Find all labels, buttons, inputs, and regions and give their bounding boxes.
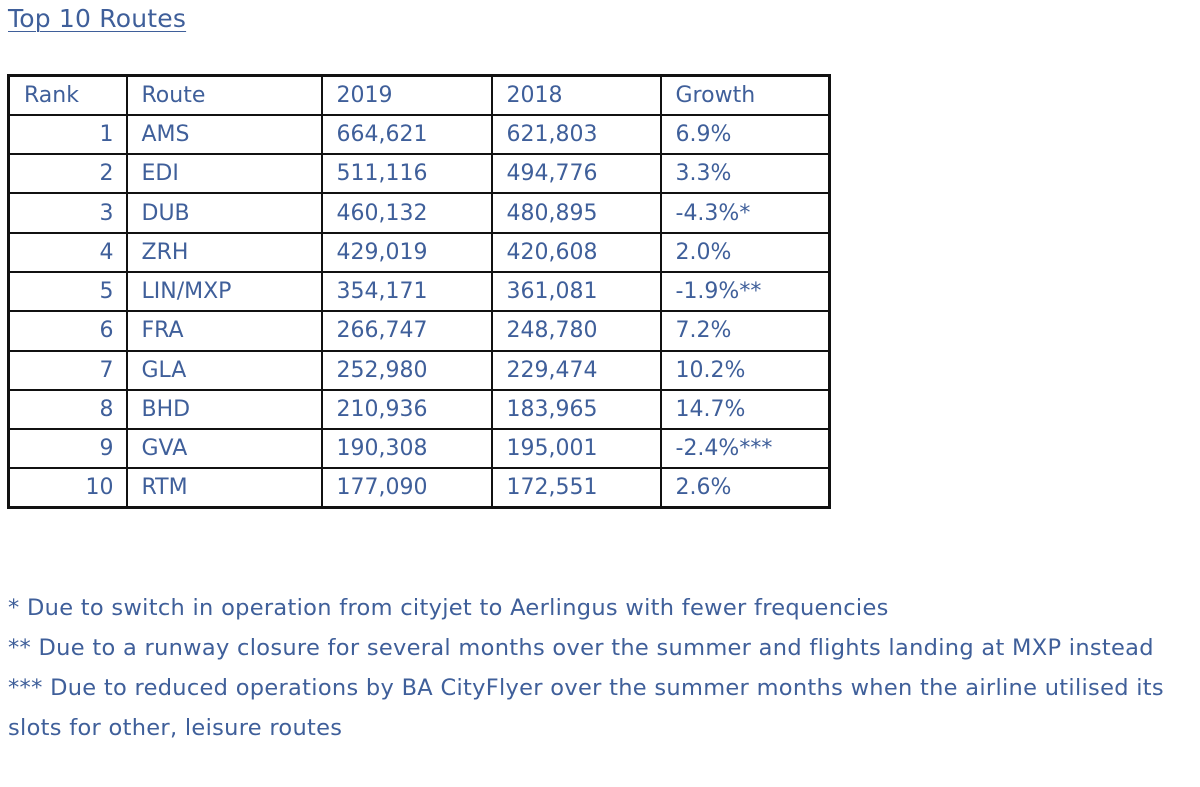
cell-2018: 361,081 (492, 272, 661, 311)
table-row (9, 429, 830, 468)
cell-rank: 2 (9, 154, 127, 193)
cell-growth: 7.2% (661, 311, 830, 350)
cell-2018: 183,965 (492, 390, 661, 429)
header-route: Route (127, 76, 322, 115)
cell-2018: 172,551 (492, 468, 661, 507)
table-row (9, 351, 830, 390)
cell-growth: -4.3%* (661, 193, 830, 232)
cell-growth: 10.2% (661, 351, 830, 390)
table-row (9, 390, 830, 429)
cell-2018: 229,474 (492, 351, 661, 390)
cell-2019: 177,090 (322, 468, 492, 507)
cell-rank: 1 (9, 115, 127, 154)
cell-2018: 621,803 (492, 115, 661, 154)
cell-rank: 9 (9, 429, 127, 468)
table-body (9, 115, 830, 508)
cell-2019: 664,621 (322, 115, 492, 154)
cell-route: RTM (127, 468, 322, 507)
cell-growth: 6.9% (661, 115, 830, 154)
cell-2019: 354,171 (322, 272, 492, 311)
table-header (9, 76, 830, 115)
cell-rank: 5 (9, 272, 127, 311)
table-row (9, 272, 830, 311)
cell-growth: 2.6% (661, 468, 830, 507)
cell-growth: -2.4%*** (661, 429, 830, 468)
cell-rank: 10 (9, 468, 127, 507)
header-2018: 2018 (492, 76, 661, 115)
table-row (9, 154, 830, 193)
footnotes (8, 588, 1200, 748)
cell-route: AMS (127, 115, 322, 154)
cell-growth: 14.7% (661, 390, 830, 429)
header-growth: Growth (661, 76, 830, 115)
cell-2019: 190,308 (322, 429, 492, 468)
cell-2019: 429,019 (322, 233, 492, 272)
cell-2018: 420,608 (492, 233, 661, 272)
routes-table (7, 74, 831, 509)
table-row (9, 311, 830, 350)
footnote-3: *** Due to reduced operations by BA CityFlyer over the summer months when the airline utilised its slots for other, leisure routes (8, 675, 1164, 741)
cell-growth: 2.0% (661, 233, 830, 272)
cell-route: EDI (127, 154, 322, 193)
cell-route: ZRH (127, 233, 322, 272)
header-2019: 2019 (322, 76, 492, 115)
cell-route: LIN/MXP (127, 272, 322, 311)
cell-rank: 4 (9, 233, 127, 272)
cell-2019: 210,936 (322, 390, 492, 429)
cell-rank: 8 (9, 390, 127, 429)
cell-route: BHD (127, 390, 322, 429)
cell-2018: 494,776 (492, 154, 661, 193)
cell-route: DUB (127, 193, 322, 232)
cell-2019: 266,747 (322, 311, 492, 350)
table-row (9, 115, 830, 154)
cell-2018: 480,895 (492, 193, 661, 232)
cell-2018: 248,780 (492, 311, 661, 350)
cell-route: GLA (127, 351, 322, 390)
cell-2019: 511,116 (322, 154, 492, 193)
footnote-1: * Due to switch in operation from cityjet to Aerlingus with fewer frequencies (8, 595, 889, 621)
cell-2018: 195,001 (492, 429, 661, 468)
footnote-2: ** Due to a runway closure for several months over the summer and flights landing at MXP instead (8, 635, 1154, 661)
cell-rank: 7 (9, 351, 127, 390)
table-row (9, 233, 830, 272)
cell-rank: 6 (9, 311, 127, 350)
header-row (9, 76, 830, 115)
cell-2019: 460,132 (322, 193, 492, 232)
page-title: Top 10 Routes (8, 4, 187, 33)
cell-2019: 252,980 (322, 351, 492, 390)
cell-rank: 3 (9, 193, 127, 232)
header-rank: Rank (9, 76, 127, 115)
table-row (9, 193, 830, 232)
cell-growth: -1.9%** (661, 272, 830, 311)
cell-route: GVA (127, 429, 322, 468)
cell-route: FRA (127, 311, 322, 350)
table-row (9, 468, 830, 507)
cell-growth: 3.3% (661, 154, 830, 193)
